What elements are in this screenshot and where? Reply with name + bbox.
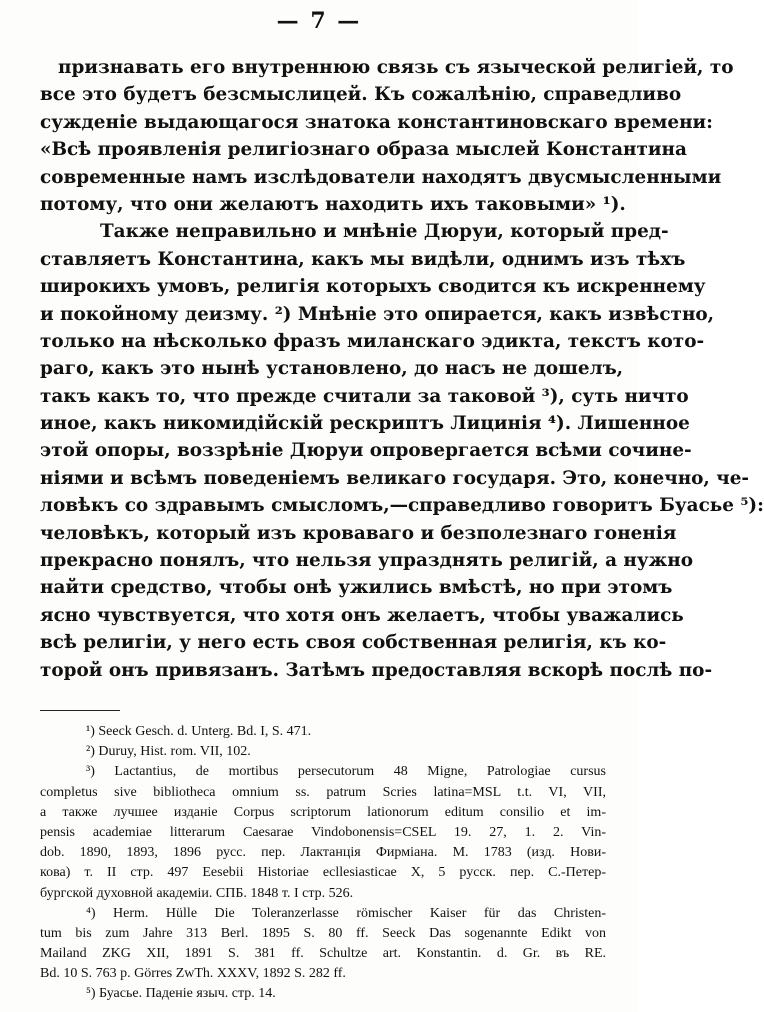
footnote-line: tum bis zum Jahre 313 Berl. 1895 S. 80 ff. Seeck Das sogenannte Edikt von (40, 925, 606, 941)
footnote-line: ⁵) Буасье. Паденіе языч. стр. 14. (86, 986, 276, 1002)
text-line: современные намъ изслѣдователи находятъ двусмысленными (40, 166, 722, 188)
footnote-line: бургской духовной академіи. СПБ. 1848 т. I стр. 526. (40, 885, 354, 901)
main-text (40, 54, 764, 684)
text-line: потому, что они желаютъ находить ихъ таковыми» ¹). (40, 193, 626, 215)
text-line: и покойному деизму. ²) Мнѣніе это опирается, какъ извѣстно, (40, 303, 715, 325)
footnote-line: pensis academiae litterarum Caesarae Vindobonensis=CSEL 19. 27, 1. 2. Vin- (40, 824, 606, 840)
text-line: ставляетъ Константина, какъ мы видѣли, однимъ изъ тѣхъ (40, 248, 686, 270)
text-line: прекрасно понялъ, что нельзя упразднять религій, а нужно (40, 550, 693, 572)
text-line: такъ какъ то, что прежде считали за таковой ³), суть ничто (40, 385, 689, 407)
text-line: сужденіе выдающагося знатока константиновскаго времени: (40, 111, 713, 133)
footnote-line: ³) Lactantius, de mortibus persecutorum 48 Migne, Patrologiae cursus (86, 764, 606, 780)
footnote-line: ²) Duruy, Hist. rom. VII, 102. (86, 744, 251, 760)
text-line: иное, какъ никомидійскій рескриптъ Лицинія ⁴). Лишенное (40, 413, 690, 435)
page-number: — 7 — (276, 8, 362, 34)
text-line: «Всѣ проявленія религіознаго образа мыслей Константина (40, 139, 687, 161)
text-line: признавать его внутреннюю связь съ языческой религіей, то (58, 57, 734, 78)
text-line: этой опоры, воззрѣніе Дюруи опровергается всѣми сочине- (40, 440, 692, 462)
text-line: раго, какъ это нынѣ установлено, до насъ не дошелъ, (40, 358, 624, 380)
text-line: ніями и всѣмъ поведеніемъ великаго государя. Это, конечно, че- (40, 467, 750, 489)
text-line: широкихъ умовъ, религія которыхъ сводится къ искреннему (40, 276, 706, 298)
text-line: всѣ религіи, у него есть своя собственная религія, къ ко- (40, 632, 667, 654)
footnotes (40, 722, 606, 1005)
text-line: только на нѣсколько фразъ миланскаго эдикта, текстъ кото- (40, 330, 705, 352)
footnote-line: ⁴) Herm. Hülle Die Toleranzerlasse römischer Kaiser für das Christen- (86, 905, 606, 921)
footnote-line: dob. 1890, 1893, 1896 русс. пер. Лактанція Фирміана. М. 1783 (изд. Нови- (40, 845, 606, 861)
text-line: ясно чувствуется, что хотя онъ желаетъ, чтобы уважались (40, 604, 684, 626)
text-line: торой онъ привязанъ. Затѣмъ предоставляя вскорѣ послѣ по- (40, 659, 713, 681)
text-line: ловѣкъ со здравымъ смысломъ,—справедливо говоритъ Буасье ⁵): (40, 495, 764, 517)
footnote-line: ¹) Seeck Gesch. d. Unterg. Bd. I, S. 471. (86, 724, 312, 739)
footnote-line: completus sive bibliotheca omnium ss. patrum Scries latina=MSL t.t. VI, VII, (40, 784, 606, 800)
text-line: Также неправильно и мнѣніе Дюруи, который пред- (100, 221, 669, 243)
footnote-line: Bd. 10 S. 763 p. Görres ZwTh. XXXV, 1892 S. 282 ff. (40, 966, 346, 982)
text-line: найти средство, чтобы онѣ ужились вмѣстѣ, но при этомъ (40, 577, 673, 599)
footnote-line: Mailand ZKG XII, 1891 S. 381 ff. Schultze art. Konstantin. d. Gr. въ RE. (40, 946, 606, 962)
text-line: человѣкъ, который изъ кроваваго и безполезнаго гоненія (40, 522, 677, 544)
text-line: все это будетъ безсмыслицей. Къ сожалѣнію, справедливо (40, 84, 682, 106)
footnote-divider (40, 710, 120, 711)
footnote-line: а также лучшее изданіе Corpus scriptorum lationorum editum consilio et im- (40, 804, 606, 820)
footnote-line: кова) т. II стр. 497 Eesebii Historiae ecllesiasticae X, 5 русск. пер. С.-Петер- (40, 865, 606, 881)
